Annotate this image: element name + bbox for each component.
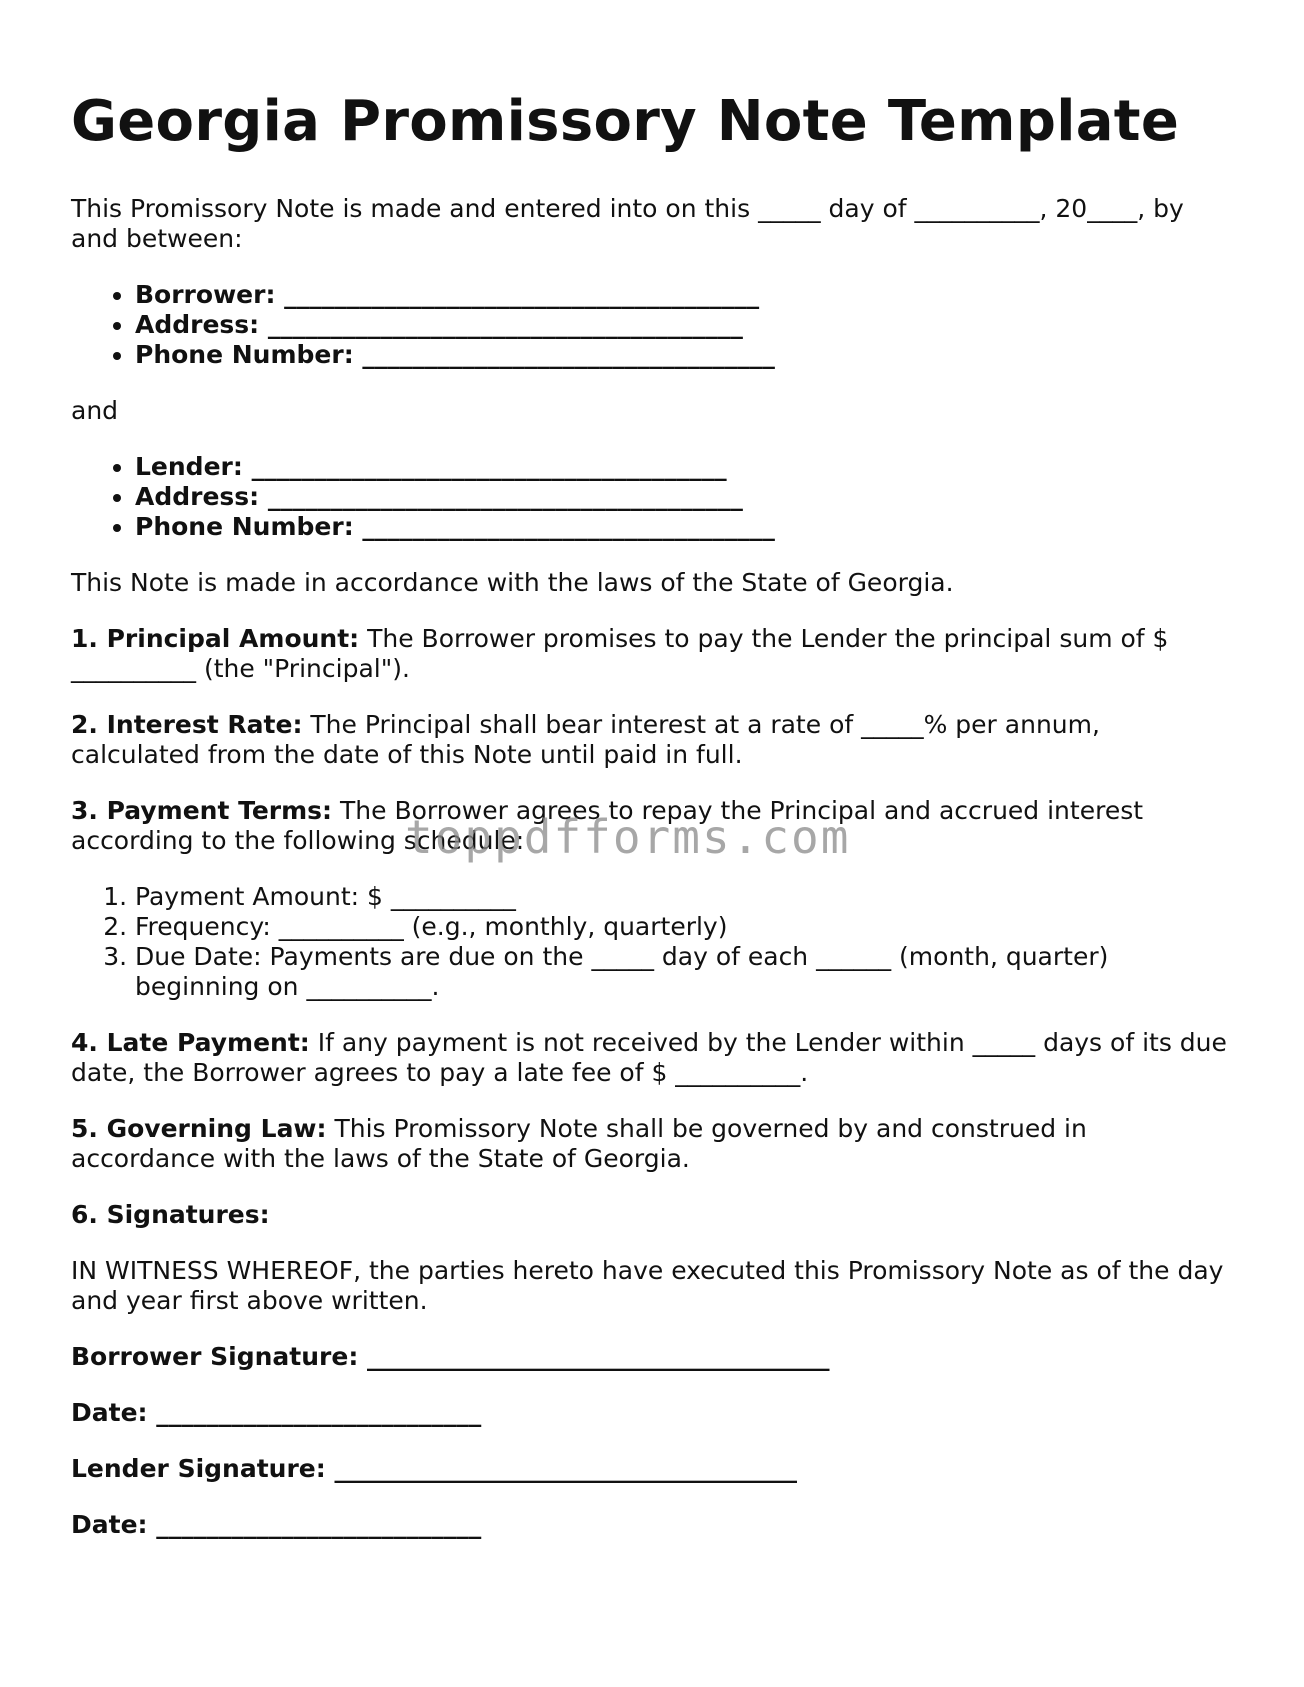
section-governing-law-text: This Promissory Note shall be governed by and construed in accordance with the laws of the State of Georgia. xyxy=(71,1114,1087,1173)
borrower-name-field: • Borrower: ______________________________________ xyxy=(135,280,1231,310)
lender-fields-list xyxy=(71,452,1231,542)
section-interest-text: The Principal shall bear interest at a rate of _____% per annum, calculated from the date of this Note until paid in full. xyxy=(71,710,1100,769)
borrower-signature-line: Borrower Signature: _____________________________________ xyxy=(71,1342,830,1371)
lender-date-line: Date: __________________________ xyxy=(71,1510,482,1539)
section-principal-text: The Borrower promises to pay the Lender the principal sum of $ __________ (the "Principal"). xyxy=(71,624,1169,683)
intro-paragraph: This Promissory Note is made and entered into on this _____ day of __________, 20____, by and between: xyxy=(71,194,1184,253)
section-principal-heading: 1. Principal Amount: xyxy=(71,624,360,653)
payment-amount-item: 1. Payment Amount: $ __________ xyxy=(135,882,1231,912)
section-interest-heading: 2. Interest Rate: xyxy=(71,710,303,739)
and-text: and xyxy=(71,396,119,425)
lender-phone-field: • Phone Number: _________________________________ xyxy=(135,512,1231,542)
payment-frequency-item: 2. Frequency: __________ (e.g., monthly, quarterly) xyxy=(135,912,1231,942)
lender-signature-line: Lender Signature: _____________________________________ xyxy=(71,1454,797,1483)
borrower-phone-field: • Phone Number: _________________________________ xyxy=(135,340,1231,370)
section-governing-law xyxy=(71,1114,1231,1174)
lender-name-field: • Lender: ______________________________________ xyxy=(135,452,1231,482)
borrower-date-line: Date: __________________________ xyxy=(71,1398,482,1427)
watermark: toppdfforms.com xyxy=(405,810,851,864)
payment-due-date-item: 3. Due Date: Payments are due on the _____ day of each ______ (month, quarter) beginning on __________. xyxy=(135,942,1231,1002)
borrower-fields-list xyxy=(71,280,1231,370)
section-late-payment-text: If any payment is not received by the Lender within _____ days of its due date, the Borrower agrees to pay a late fee of $ __________. xyxy=(71,1028,1227,1087)
borrower-address-field: • Address: ______________________________________ xyxy=(135,310,1231,340)
section-governing-law-heading: 5. Governing Law: xyxy=(71,1114,327,1143)
section-interest xyxy=(71,710,1231,770)
section-late-payment-heading: 4. Late Payment: xyxy=(71,1028,310,1057)
section-payment-terms-text: The Borrower agrees to repay the Principal and accrued interest according to the following schedule: xyxy=(71,796,1144,855)
lender-address-field: • Address: ______________________________________ xyxy=(135,482,1231,512)
payment-schedule-list xyxy=(71,882,1231,1002)
section-signatures-heading: 6. Signatures: xyxy=(71,1200,270,1229)
section-late-payment xyxy=(71,1028,1231,1088)
section-payment-terms-heading: 3. Payment Terms: xyxy=(71,796,333,825)
section-signatures xyxy=(71,1200,1231,1230)
section-principal xyxy=(71,624,1231,684)
page-title: Georgia Promissory Note Template xyxy=(71,89,1180,154)
witness-paragraph: IN WITNESS WHEREOF, the parties hereto have executed this Promissory Note as of the day and year first above written. xyxy=(71,1256,1224,1315)
law-statement: This Note is made in accordance with the laws of the State of Georgia. xyxy=(71,568,954,597)
